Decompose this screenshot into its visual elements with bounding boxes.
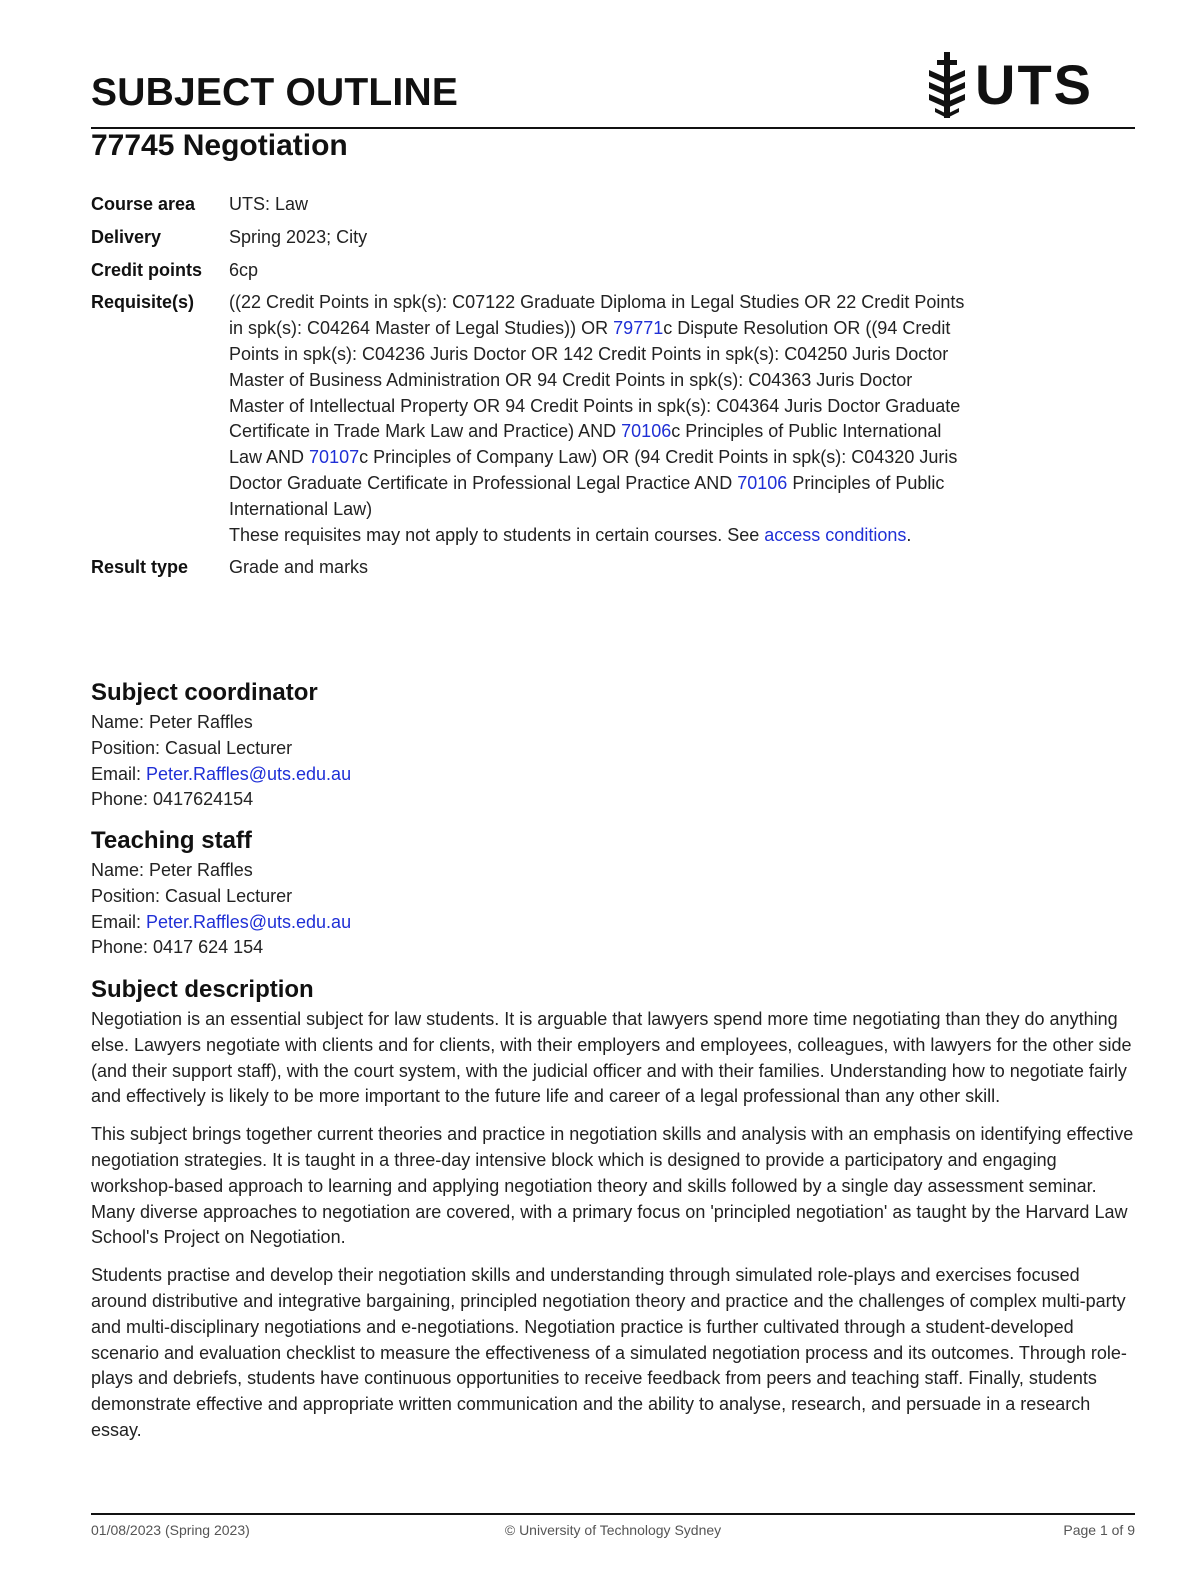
section-heading: Subject coordinator xyxy=(91,679,318,706)
coordinator-email xyxy=(91,762,1135,788)
description-paragraph: Students practise and develop their negotiation skills and understanding through simulated role-plays and exercises focused around distributive and integrative bargaining, principled negotiation theory and practice and the challenges of complex multi-party and multi-disciplinary negotiations and e-negotiations. Negotiation practice is further cultivated through a student-developed scenario and evaluation checklist to measure the effectiveness of a simulated negotiation process and its outcomes. Through role-plays and debriefs, students have continuous opportunities to receive feedback from peers and teaching staff. Finally, students demonstrate effective and appropriate written communication and the ability to analyse, research, and persuade in a research essay. xyxy=(91,1265,1127,1440)
requisites-text: c Principles of Public International Law AND xyxy=(229,421,942,468)
requisites-note-end: . xyxy=(906,524,912,545)
footer-page-number: Page 1 of 9 xyxy=(1063,1522,1135,1538)
requisites-text: c Dispute Resolution OR ((94 Credit Points in spk(s): C04236 Juris Doctor OR 142 Credit Points in spk(s): C04250 Juris Doctor Master of Business Administration OR 94 Credit Points in spk(s): C04363 Juris Doctor Master of Intellectual Property OR 94 Credit Points in spk(s): C04364 Juris Doctor Graduate Certificate in Trade Mark Law and Practice) AND xyxy=(229,318,961,442)
meta-value: Spring 2023; City xyxy=(229,226,368,247)
coordinator-position: Position: Casual Lecturer xyxy=(91,737,293,758)
meta-label: Credit points xyxy=(91,259,202,280)
meta-row-course-area xyxy=(91,192,971,218)
footer-date: 01/08/2023 (Spring 2023) xyxy=(91,1522,250,1538)
description-paragraph: This subject brings together current theories and practice in negotiation skills and analysis with an emphasis on identifying effective negotiation strategies. It is taught in a three-day intensive block which is designed to provide a participatory and engaging workshop-based approach to learning and applying negotiation theory and skills followed by a single day assessment seminar. Many diverse approaches to negotiation are covered, with a primary focus on 'principled negotiation' as taught by the Harvard Law School's Project on Negotiation. xyxy=(91,1124,1134,1248)
requisites-text: c Principles of Company Law) OR (94 Credit Points in spk(s): C04320 Juris Doctor Graduate Certificate in Professional Legal Practice AND xyxy=(229,447,958,493)
staff-name: Name: Peter Raffles xyxy=(91,860,253,880)
meta-label: Requisite(s) xyxy=(91,292,195,313)
page-footer xyxy=(91,1513,1135,1545)
requisites-text: ((22 Credit Points in spk(s): C07122 Graduate Diploma in Legal Studies OR 22 Credit Points in spk(s): C04264 Master of Legal Studies)) OR xyxy=(229,292,965,339)
document-title: SUBJECT OUTLINE xyxy=(91,71,459,114)
subject-link-70107[interactable]: 70107 xyxy=(309,447,360,468)
uts-logo xyxy=(925,50,1093,120)
subject-link-79771[interactable]: 79771 xyxy=(613,318,664,339)
subject-meta xyxy=(91,192,971,588)
meta-label: Course area xyxy=(91,194,196,214)
email-label: Email: xyxy=(91,763,147,784)
meta-label: Result type xyxy=(91,557,189,578)
meta-row-result-type xyxy=(91,555,971,581)
access-conditions-link[interactable]: access conditions xyxy=(764,524,907,545)
section-heading: Subject description xyxy=(91,976,314,1003)
staff-phone: Phone: 0417 624 154 xyxy=(91,937,264,958)
meta-row-credit-points xyxy=(91,258,971,284)
requisites-note: These requisites may not apply to students in certain courses. See xyxy=(229,524,765,545)
coordinator-email-link[interactable]: Peter.Raffles@uts.edu.au xyxy=(146,763,352,784)
staff-email xyxy=(91,910,1135,936)
subject-link-70106[interactable]: 70106 xyxy=(621,421,672,442)
subject-title: 77745 Negotiation xyxy=(91,129,348,162)
staff-position: Position: Casual Lecturer xyxy=(91,885,293,906)
section-heading: Teaching staff xyxy=(91,827,252,854)
staff-email-link[interactable]: Peter.Raffles@uts.edu.au xyxy=(146,911,352,932)
teaching-staff-section xyxy=(91,826,1135,961)
description-paragraph: Negotiation is an essential subject for law students. It is arguable that lawyers spend more time negotiating than they do anything else. Lawyers negotiate with clients and for clients, with their employers and employees, colleagues, with lawyers for the other side (and their support staff), with the court system, with the judicial officer and with their families. Understanding how to negotiate fairly and effectively is likely to be more important to the future life and career of a legal professional than any other skill. xyxy=(91,1009,1132,1107)
meta-value: Grade and marks xyxy=(229,557,369,578)
footer-copyright: © University of Technology Sydney xyxy=(504,1522,722,1538)
meta-value: UTS: Law xyxy=(229,194,309,214)
uts-crest-icon xyxy=(925,52,969,118)
coordinator-section xyxy=(91,678,1135,813)
uts-logo-text: UTS xyxy=(975,53,1093,116)
meta-row-requisites xyxy=(91,290,971,548)
meta-row-delivery xyxy=(91,225,971,251)
coordinator-name: Name: Peter Raffles xyxy=(91,712,253,732)
requisites-text: Principles of Public International Law) xyxy=(229,472,945,519)
document-header xyxy=(91,53,1135,129)
meta-value: 6cp xyxy=(229,259,259,280)
email-label: Email: xyxy=(91,911,147,932)
description-section xyxy=(91,975,1135,1456)
coordinator-phone: Phone: 0417624154 xyxy=(91,789,254,810)
subject-link-70106[interactable]: 70106 xyxy=(737,472,788,493)
requisites-value xyxy=(229,290,971,548)
meta-label: Delivery xyxy=(91,226,162,247)
